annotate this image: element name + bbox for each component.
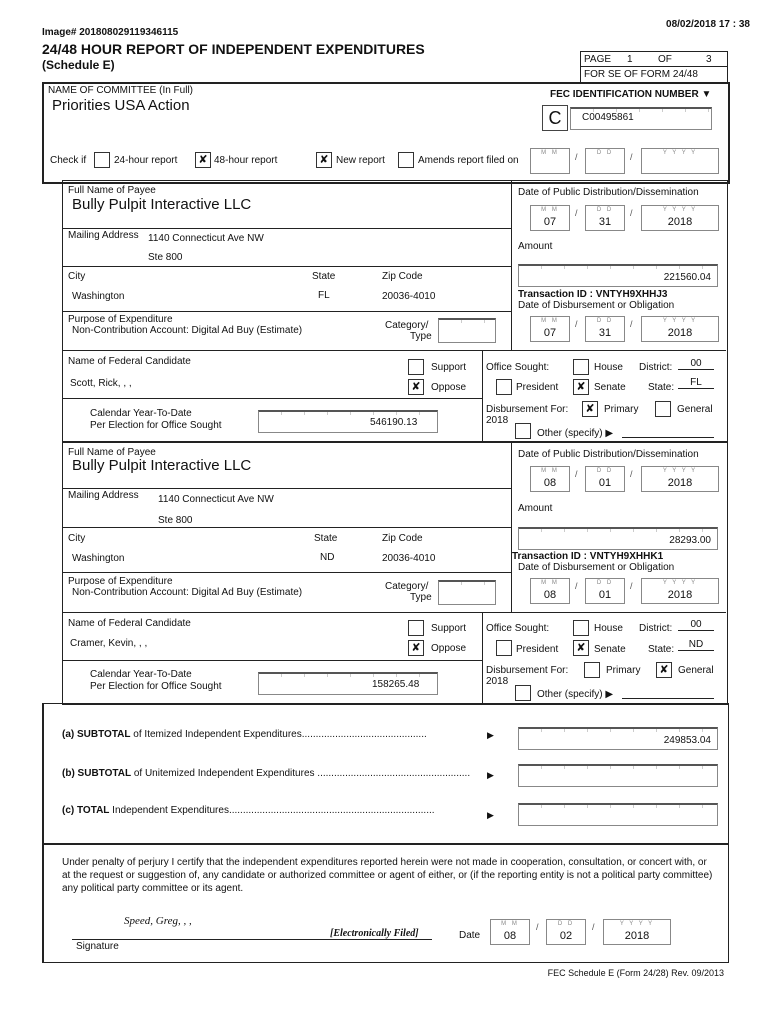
house-label: House xyxy=(594,623,623,634)
checkbox-24-hour[interactable] xyxy=(94,152,110,168)
payee-name: Bully Pulpit Interactive LLC xyxy=(72,457,252,474)
subtotal-b-field[interactable] xyxy=(518,764,718,787)
page-number: 1 xyxy=(627,54,633,65)
amount-label: Amount xyxy=(518,503,553,514)
house-label: House xyxy=(594,362,623,373)
checkbox-president[interactable] xyxy=(496,379,512,395)
timestamp: 08/02/2018 17 : 38 xyxy=(666,19,750,30)
checkbox-president[interactable] xyxy=(496,640,512,656)
primary-label: Primary xyxy=(604,404,639,415)
city-value: Washington xyxy=(72,553,125,564)
subtotal-b-label: (b) SUBTOTAL of Unitemized Independent Expenditures ....................................................... xyxy=(62,768,471,779)
state-value: FL xyxy=(318,290,330,301)
check-if-label: Check if xyxy=(50,155,87,166)
label-new-report: New report xyxy=(336,155,385,166)
mailing-address-1: 1140 Connecticut Ave NW xyxy=(158,494,274,505)
cert-year: 2018 xyxy=(624,930,650,942)
mailing-address-2: Ste 800 xyxy=(158,515,193,526)
purpose-value: Non-Contribution Account: Digital Ad Buy (Estimate) xyxy=(72,587,303,598)
form-title: 24/48 HOUR REPORT OF INDEPENDENT EXPENDITURES xyxy=(42,41,425,57)
form-footer: FEC Schedule E (Form 24/28) Rev. 09/2013 xyxy=(547,968,724,978)
disb-year: 2018 xyxy=(667,589,693,601)
type-label: Type xyxy=(410,592,432,603)
ytd-label-2: Per Election for Office Sought xyxy=(90,681,222,692)
amount-label: Amount xyxy=(518,241,553,252)
ytd-value: 546190.13 xyxy=(370,417,418,428)
arrow-right-icon: ▶ xyxy=(487,770,494,780)
zip-label: Zip Code xyxy=(382,271,423,282)
ytd-label-1: Calendar Year-To-Date xyxy=(90,408,192,419)
payee-label: Full Name of Payee xyxy=(68,185,156,196)
committee-name: Priorities USA Action xyxy=(52,97,190,114)
general-label: General xyxy=(678,665,714,676)
primary-label: Primary xyxy=(606,665,641,676)
city-value: Washington xyxy=(72,291,125,302)
oppose-label: Oppose xyxy=(431,382,467,393)
candidate-name: Scott, Rick, , , xyxy=(70,378,132,389)
amount-field[interactable] xyxy=(518,264,718,287)
purpose-value: Non-Contribution Account: Digital Ad Buy (Estimate) xyxy=(72,325,303,336)
purpose-label: Purpose of Expenditure xyxy=(68,576,173,587)
page-total: 3 xyxy=(706,54,712,65)
disb-year: 2018 xyxy=(667,327,693,339)
senate-label: Senate xyxy=(594,644,626,655)
date-disb-label: Date of Disbursement or Obligation xyxy=(518,300,675,311)
checkbox-general[interactable] xyxy=(655,401,671,417)
image-number: Image# 201808029119346115 xyxy=(42,27,179,38)
category-field[interactable] xyxy=(438,318,496,343)
checkbox-oppose[interactable]: ✘ xyxy=(408,640,424,656)
ytd-value: 158265.48 xyxy=(372,679,420,690)
date-public-label: Date of Public Distribution/Dissemination xyxy=(518,187,699,198)
checkbox-other[interactable] xyxy=(515,685,531,701)
other-label: Other (specify) ▶ xyxy=(537,689,614,700)
transaction-id: Transaction ID : VNTYH9XHHK1 xyxy=(512,551,664,562)
ytd-label-1: Calendar Year-To-Date xyxy=(90,669,192,680)
candidate-state-value: FL xyxy=(678,377,714,389)
checkbox-amends[interactable] xyxy=(398,152,414,168)
c-prefix: C xyxy=(542,105,568,131)
candidate-state-value: ND xyxy=(678,639,714,651)
district-value: 00 xyxy=(678,358,714,370)
arrow-right-icon: ▶ xyxy=(487,730,494,740)
zip-value: 20036-4010 xyxy=(382,553,436,564)
checkbox-senate[interactable]: ✘ xyxy=(573,640,589,656)
checkbox-48-hour[interactable]: ✘ xyxy=(195,152,211,168)
fec-id-value: C00495861 xyxy=(582,112,634,123)
mailing-label: Mailing Address xyxy=(68,230,139,241)
label-amends: Amends report filed on xyxy=(418,155,519,166)
category-field[interactable] xyxy=(438,580,496,605)
city-label: City xyxy=(68,533,86,544)
date-label: Date xyxy=(459,930,481,941)
for-se-label: FOR SE OF FORM 24/48 xyxy=(584,69,698,80)
mailing-label: Mailing Address xyxy=(68,490,139,501)
disb-month: 08 xyxy=(543,589,557,601)
checkbox-support[interactable] xyxy=(408,359,424,375)
president-label: President xyxy=(516,644,559,655)
candidate-name: Cramer, Kevin, , , xyxy=(70,638,148,649)
disb-day: 31 xyxy=(598,327,612,339)
support-label: Support xyxy=(431,362,467,373)
total-c-field[interactable] xyxy=(518,803,718,826)
office-sought-label: Office Sought: xyxy=(486,623,550,634)
efiled-label: [Electronically Filed] xyxy=(330,928,419,939)
cert-month: 08 xyxy=(503,930,517,942)
payee-name: Bully Pulpit Interactive LLC xyxy=(72,196,252,213)
form-subtitle: (Schedule E) xyxy=(42,58,115,72)
general-label: General xyxy=(677,404,713,415)
disb-month: 07 xyxy=(543,327,557,339)
pub-year: 2018 xyxy=(667,216,693,228)
candidate-label: Name of Federal Candidate xyxy=(68,618,191,629)
other-label: Other (specify) ▶ xyxy=(537,428,614,439)
state-label: State xyxy=(312,271,336,282)
zip-value: 20036-4010 xyxy=(382,291,436,302)
date-disb-label: Date of Disbursement or Obligation xyxy=(518,562,675,573)
state-label: State xyxy=(314,533,338,544)
payee-label: Full Name of Payee xyxy=(68,447,156,458)
subtotal-a-field[interactable] xyxy=(518,727,718,750)
fec-id-label: FEC IDENTIFICATION NUMBER ▼ xyxy=(550,89,712,100)
district-label: District: xyxy=(639,623,673,634)
label-48-hour: 48-hour report xyxy=(214,155,278,166)
support-label: Support xyxy=(431,623,467,634)
checkbox-primary[interactable] xyxy=(584,662,600,678)
state-c-label: State: xyxy=(648,382,675,393)
checkbox-general[interactable]: ✘ xyxy=(656,662,672,678)
of-label: OF xyxy=(658,54,672,65)
amount-value: 221560.04 xyxy=(663,272,711,283)
pub-day: 31 xyxy=(598,216,612,228)
ytd-label-2: Per Election for Office Sought xyxy=(90,420,222,431)
president-label: President xyxy=(516,382,559,393)
purpose-label: Purpose of Expenditure xyxy=(68,314,173,325)
election-year: 2018 xyxy=(486,676,509,687)
checkbox-primary[interactable]: ✘ xyxy=(582,401,598,417)
page-label: PAGE xyxy=(584,54,612,65)
office-sought-label: Office Sought: xyxy=(486,362,550,373)
checkbox-senate[interactable]: ✘ xyxy=(573,379,589,395)
label-24-hour: 24-hour report xyxy=(114,155,178,166)
mailing-address-1: 1140 Connecticut Ave NW xyxy=(148,233,264,244)
checkbox-house[interactable] xyxy=(573,359,589,375)
pub-year: 2018 xyxy=(667,477,693,489)
election-year: 2018 xyxy=(486,415,509,426)
zip-label: Zip Code xyxy=(382,533,423,544)
city-label: City xyxy=(68,271,86,282)
disb-day: 01 xyxy=(598,589,612,601)
transaction-id: Transaction ID : VNTYH9XHHJ3 xyxy=(518,289,668,300)
type-label: Type xyxy=(410,331,432,342)
mailing-address-2: Ste 800 xyxy=(148,252,183,263)
signer-name: Speed, Greg, , , xyxy=(124,915,192,927)
disb-for-label: Disbursement For: xyxy=(486,404,569,415)
checkbox-support[interactable] xyxy=(408,620,424,636)
state-value: ND xyxy=(320,552,335,563)
subtotal-a-label: (a) SUBTOTAL of Itemized Independent Expenditures............................................. xyxy=(62,729,427,740)
pub-day: 01 xyxy=(598,477,612,489)
checkbox-house[interactable] xyxy=(573,620,589,636)
senate-label: Senate xyxy=(594,382,626,393)
committee-name-label: NAME OF COMMITTEE (In Full) xyxy=(48,85,193,96)
certification-text: Under penalty of perjury I certify that the independent expenditures reported herein were not made in cooperation, consultation, or concert with, or at the request or suggestion of, any candidate or authorized committee or agent of either, or (if the reporting entity is not a political party committee) any political party committee or its agent. xyxy=(62,857,713,894)
pub-month: 07 xyxy=(543,216,557,228)
candidate-label: Name of Federal Candidate xyxy=(68,356,191,367)
pub-month: 08 xyxy=(543,477,557,489)
oppose-label: Oppose xyxy=(431,643,467,654)
checkbox-oppose[interactable]: ✘ xyxy=(408,379,424,395)
cert-day: 02 xyxy=(559,930,573,942)
subtotal-a-value: 249853.04 xyxy=(663,735,711,746)
disb-for-label: Disbursement For: xyxy=(486,665,569,676)
date-public-label: Date of Public Distribution/Dissemination xyxy=(518,449,699,460)
signature-label: Signature xyxy=(76,941,119,952)
total-c-label: (c) TOTAL Independent Expenditures.......................................................................... xyxy=(62,805,435,816)
amount-field[interactable] xyxy=(518,527,718,550)
category-label: Category/ xyxy=(385,320,429,331)
state-c-label: State: xyxy=(648,644,675,655)
checkbox-new-report[interactable]: ✘ xyxy=(316,152,332,168)
amount-value: 28293.00 xyxy=(669,535,711,546)
arrow-right-icon: ▶ xyxy=(487,810,494,820)
district-label: District: xyxy=(639,362,673,373)
category-label: Category/ xyxy=(385,581,429,592)
checkbox-other[interactable] xyxy=(515,423,531,439)
district-value: 00 xyxy=(678,619,714,631)
